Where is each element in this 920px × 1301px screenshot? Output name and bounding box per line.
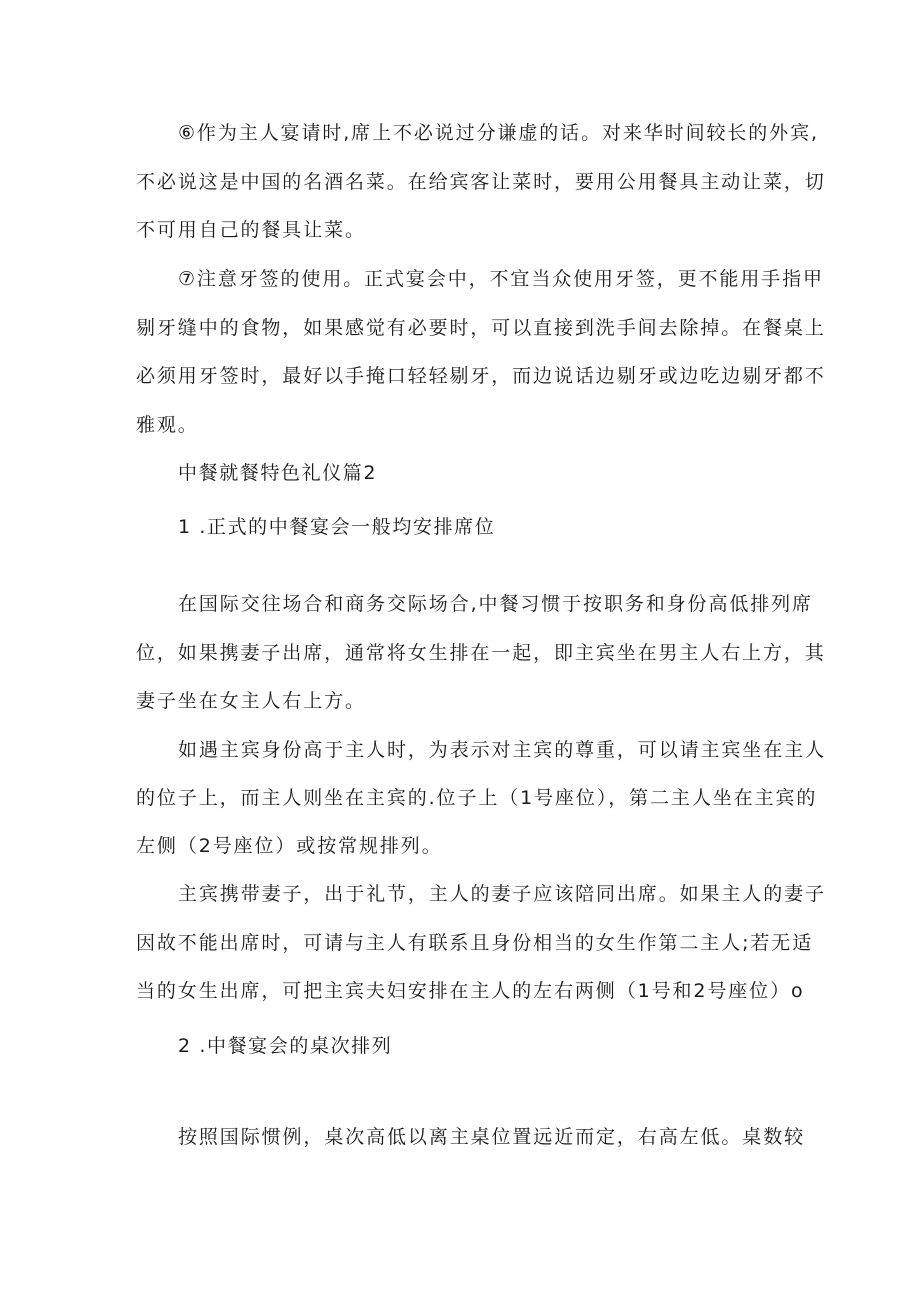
text-line: 如遇主宾身份高于主人时，为表示对主宾的尊重，可以请主宾坐在主人	[178, 739, 826, 761]
text-line: ⑦注意牙签的使用。正式宴会中，不宜当众使用牙签，更不能用手指甲	[178, 268, 824, 290]
text-line: 不可用自己的餐具让菜。	[136, 219, 366, 241]
text-line: 左侧（2号座位）或按常规排列。	[136, 835, 443, 857]
text-line: 位，如果携妻子出席，通常将女生排在一起，即主宾坐在男主人右上方，其	[136, 642, 826, 664]
text-line: 剔牙缝中的食物，如果感觉有必要时，可以直接到洗手间去除掉。在餐桌上	[136, 317, 826, 339]
text-line: 雅观。	[136, 414, 199, 436]
text-line: 妻子坐在女主人右上方。	[136, 690, 366, 712]
heading-seating-arrangement: 1 .正式的中餐宴会一般均安排席位	[178, 516, 496, 538]
text-line: 的位子上，而主人则坐在主宾的.位子上（1号座位），第二主人坐在主宾的	[136, 787, 818, 809]
section-title: 中餐就餐特色礼仪篇2	[178, 462, 378, 484]
text-line: 按照国际惯例，桌次高低以离主桌位置远近而定，右高左低。桌数较	[178, 1126, 806, 1148]
text-line: 在国际交往场合和商务交际场合,中餐习惯于按职务和身份高低排列席	[178, 593, 813, 615]
text-line: 当的女生出席，可把主宾夫妇安排在主人的左右两侧（1号和2号座位）o	[136, 980, 805, 1002]
text-line: ⑥作为主人宴请时,席上不必说过分谦虚的话。对来华时间较长的外宾,	[178, 122, 819, 144]
text-line: 不必说这是中国的名酒名菜。在给宾客让菜时，要用公用餐具主动让菜，切	[136, 171, 826, 193]
text-line: 主宾携带妻子，出于礼节，主人的妻子应该陪同出席。如果主人的妻子	[178, 883, 826, 905]
text-line: 因故不能出席时，可请与主人有联系且身份相当的女生作第二主人;若无适	[136, 932, 814, 954]
text-line: 必须用牙签时，最好以手掩口轻轻剔牙，而边说话边剔牙或边吃边剔牙都不	[136, 365, 826, 387]
heading-table-order: 2 .中餐宴会的桌次排列	[178, 1035, 393, 1057]
